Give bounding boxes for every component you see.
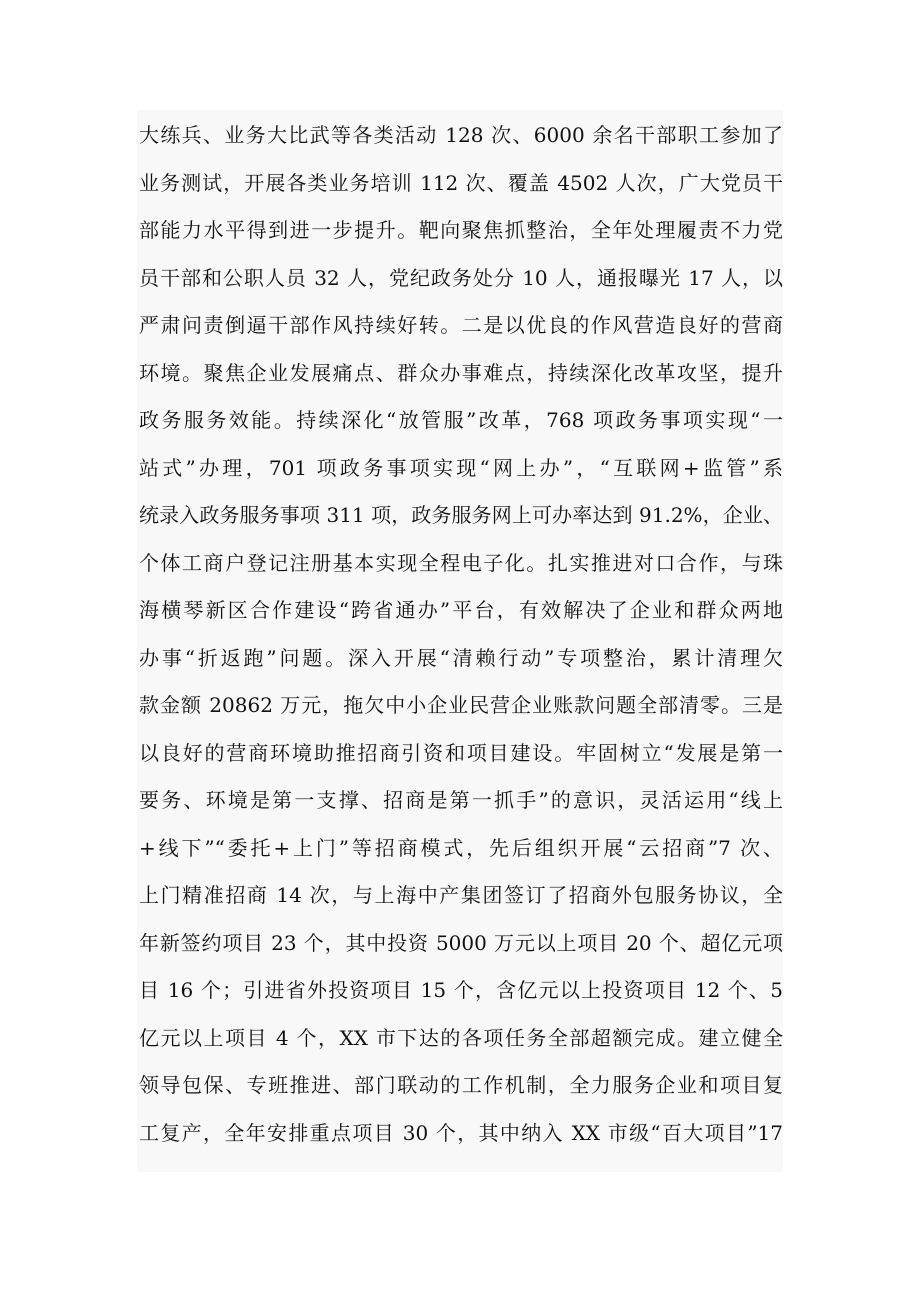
- text-line: 业务测试，开展各类业务培训 112 次、覆盖 4502 人次，广大党员干: [139, 170, 783, 195]
- text-line: 上门精准招商 14 次，与上海中产集团签订了招商外包服务协议，全: [139, 883, 783, 907]
- document-text-block: [137, 110, 783, 1172]
- text-line: 员干部和公职人员 32 人，党纪政务处分 10 人，通报曝光 17 人，以: [139, 265, 783, 290]
- text-line: 年新签约项目 23 个，其中投资 5000 万元以上项目 20 个、超亿元项: [139, 930, 783, 955]
- text-line: 环境。聚焦企业发展痛点、群众办事难点，持续深化改革攻坚，提升: [139, 360, 783, 385]
- text-line: 目 16 个；引进省外投资项目 15 个，含亿元以上投资项目 12 个、5: [139, 978, 783, 1002]
- text-line: 款金额 20862 万元，拖欠中小企业民营企业账款问题全部清零。三是: [139, 693, 783, 717]
- text-line: 站式”办理，701 项政务事项实现“网上办”，“互联网+监管”系: [139, 455, 783, 480]
- text-line: 要务、环境是第一支撑、招商是第一抓手”的意识，灵活运用“线上: [139, 788, 783, 812]
- text-line: 部能力水平得到进一步提升。靶向聚焦抓整治，全年处理履责不力党: [139, 218, 783, 242]
- text-line: 海横琴新区合作建设“跨省通办”平台，有效解决了企业和群众两地: [139, 598, 783, 622]
- text-line: 严肃问责倒逼干部作风持续好转。二是以优良的作风营造良好的营商: [139, 313, 783, 337]
- text-line: 以良好的营商环境助推招商引资和项目建设。牢固树立“发展是第一: [139, 740, 783, 765]
- text-line: 大练兵、业务大比武等各类活动 128 次、6000 余名干部职工参加了: [139, 123, 783, 147]
- text-line: 办事“折返跑”问题。深入开展“清赖行动”专项整治，累计清理欠: [139, 645, 783, 670]
- text-line: +线下”“委托+上门”等招商模式，先后组织开展“云招商”7 次、: [139, 835, 783, 860]
- text-line: 政务服务效能。持续深化“放管服”改革，768 项政务事项实现“一: [139, 408, 783, 432]
- text-line: 个体工商户登记注册基本实现全程电子化。扎实推进对口合作，与珠: [139, 550, 783, 575]
- text-line: 工复产，全年安排重点项目 30 个，其中纳入 XX 市级“百大项目”17: [139, 1120, 783, 1145]
- text-line: 领导包保、专班推进、部门联动的工作机制，全力服务企业和项目复: [139, 1073, 783, 1097]
- text-line: 亿元以上项目 4 个，XX 市下达的各项任务全部超额完成。建立健全: [139, 1025, 783, 1050]
- text-line: 统录入政务服务事项 311 项，政务服务网上可办率达到 91.2%，企业、: [139, 503, 783, 527]
